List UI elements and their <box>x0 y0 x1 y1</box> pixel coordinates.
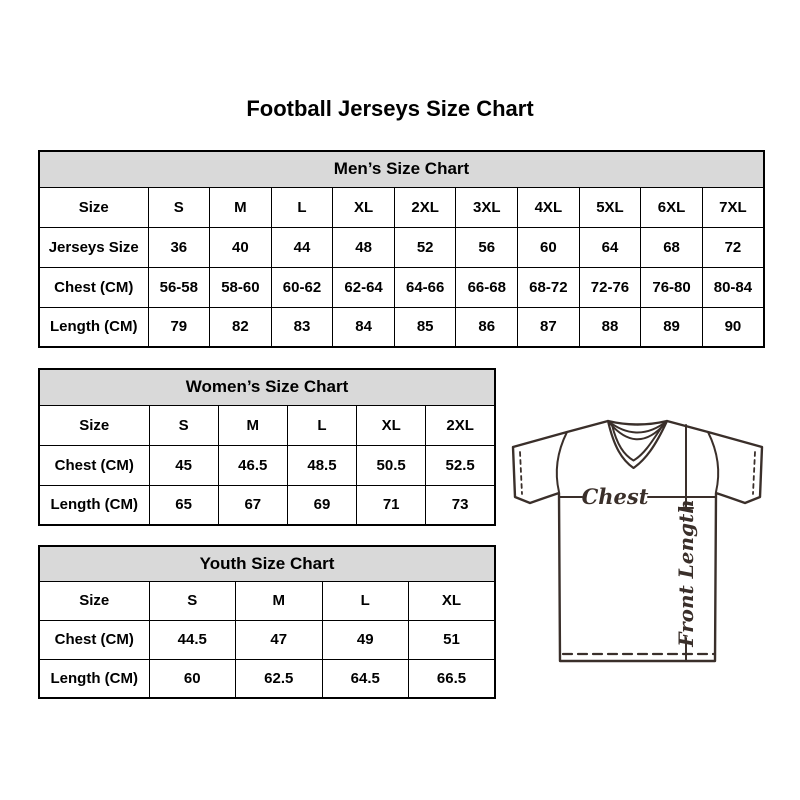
table-cell: 6XL <box>641 187 703 227</box>
table-cell: M <box>218 405 287 445</box>
table-cell: 49 <box>322 620 409 659</box>
youth-size-table <box>38 545 496 699</box>
table-cell: 47 <box>236 620 323 659</box>
row-label: Chest (CM) <box>39 445 149 485</box>
row-label: Chest (CM) <box>39 267 148 307</box>
table-cell: 68-72 <box>518 267 580 307</box>
table-cell: 46.5 <box>218 445 287 485</box>
table-cell: 60-62 <box>271 267 333 307</box>
table-cell: 72-76 <box>579 267 641 307</box>
table-cell: XL <box>333 187 395 227</box>
table-cell: 60 <box>518 227 580 267</box>
table-cell: 56-58 <box>148 267 210 307</box>
table-cell: 90 <box>702 307 764 347</box>
table-cell: 79 <box>148 307 210 347</box>
table-cell: L <box>271 187 333 227</box>
front-length-label: Front Length <box>674 499 698 647</box>
row-label: Length (CM) <box>39 307 148 347</box>
table-cell: 2XL <box>426 405 495 445</box>
table-cell: L <box>322 581 409 620</box>
table-cell: 48 <box>333 227 395 267</box>
table-cell: 76-80 <box>641 267 703 307</box>
table-cell: 4XL <box>518 187 580 227</box>
row-label: Size <box>39 405 149 445</box>
row-label: Jerseys Size <box>39 227 148 267</box>
row-label: Length (CM) <box>39 659 149 698</box>
table-cell: 40 <box>210 227 272 267</box>
table-cell: 87 <box>518 307 580 347</box>
table-cell: 52.5 <box>426 445 495 485</box>
table-cell: 7XL <box>702 187 764 227</box>
table-row <box>39 227 764 267</box>
table-cell: 65 <box>149 485 218 525</box>
table-cell: 80-84 <box>702 267 764 307</box>
table-cell: 48.5 <box>287 445 356 485</box>
table-cell: 62-64 <box>333 267 395 307</box>
table-cell: 44 <box>271 227 333 267</box>
womens-table-header: Women’s Size Chart <box>39 369 495 405</box>
table-row <box>39 620 495 659</box>
jersey-diagram <box>503 400 773 670</box>
table-row <box>39 659 495 698</box>
table-cell: 3XL <box>456 187 518 227</box>
table-cell: 67 <box>218 485 287 525</box>
table-cell: M <box>210 187 272 227</box>
table-cell: 58-60 <box>210 267 272 307</box>
table-cell: 44.5 <box>149 620 236 659</box>
table-cell: 89 <box>641 307 703 347</box>
table-row <box>39 445 495 485</box>
row-label: Length (CM) <box>39 485 149 525</box>
chest-label: Chest <box>581 484 649 509</box>
table-cell: 62.5 <box>236 659 323 698</box>
table-cell: 85 <box>394 307 456 347</box>
table-cell: 68 <box>641 227 703 267</box>
table-cell: 66-68 <box>456 267 518 307</box>
mens-size-table <box>38 150 765 348</box>
table-cell: 72 <box>702 227 764 267</box>
youth-table-header: Youth Size Chart <box>39 546 495 581</box>
mens-table-header: Men’s Size Chart <box>39 151 764 187</box>
page-title: Football Jerseys Size Chart <box>246 96 534 121</box>
table-cell: 83 <box>271 307 333 347</box>
table-cell: 88 <box>579 307 641 347</box>
table-cell: 66.5 <box>409 659 496 698</box>
table-cell: 86 <box>456 307 518 347</box>
table-cell: 73 <box>426 485 495 525</box>
table-row <box>39 307 764 347</box>
table-cell: 56 <box>456 227 518 267</box>
table-cell: 64-66 <box>394 267 456 307</box>
table-cell: 71 <box>357 485 426 525</box>
table-row <box>39 187 764 227</box>
table-cell: S <box>149 581 236 620</box>
row-label: Chest (CM) <box>39 620 149 659</box>
table-cell: S <box>148 187 210 227</box>
table-cell: 2XL <box>394 187 456 227</box>
table-cell: 36 <box>148 227 210 267</box>
table-row <box>39 581 495 620</box>
table-cell: 51 <box>409 620 496 659</box>
row-label: Size <box>39 187 148 227</box>
table-cell: L <box>287 405 356 445</box>
table-cell: 45 <box>149 445 218 485</box>
table-row <box>39 405 495 445</box>
table-cell: 64 <box>579 227 641 267</box>
table-cell: 52 <box>394 227 456 267</box>
table-cell: 82 <box>210 307 272 347</box>
table-cell: 64.5 <box>322 659 409 698</box>
table-cell: 84 <box>333 307 395 347</box>
womens-size-table <box>38 368 496 526</box>
table-cell: M <box>236 581 323 620</box>
table-row <box>39 267 764 307</box>
table-cell: 5XL <box>579 187 641 227</box>
table-cell: XL <box>409 581 496 620</box>
table-row <box>39 485 495 525</box>
table-cell: 60 <box>149 659 236 698</box>
table-cell: 50.5 <box>357 445 426 485</box>
table-cell: XL <box>357 405 426 445</box>
jersey-diagram-svg <box>503 400 773 670</box>
row-label: Size <box>39 581 149 620</box>
table-cell: S <box>149 405 218 445</box>
table-cell: 69 <box>287 485 356 525</box>
